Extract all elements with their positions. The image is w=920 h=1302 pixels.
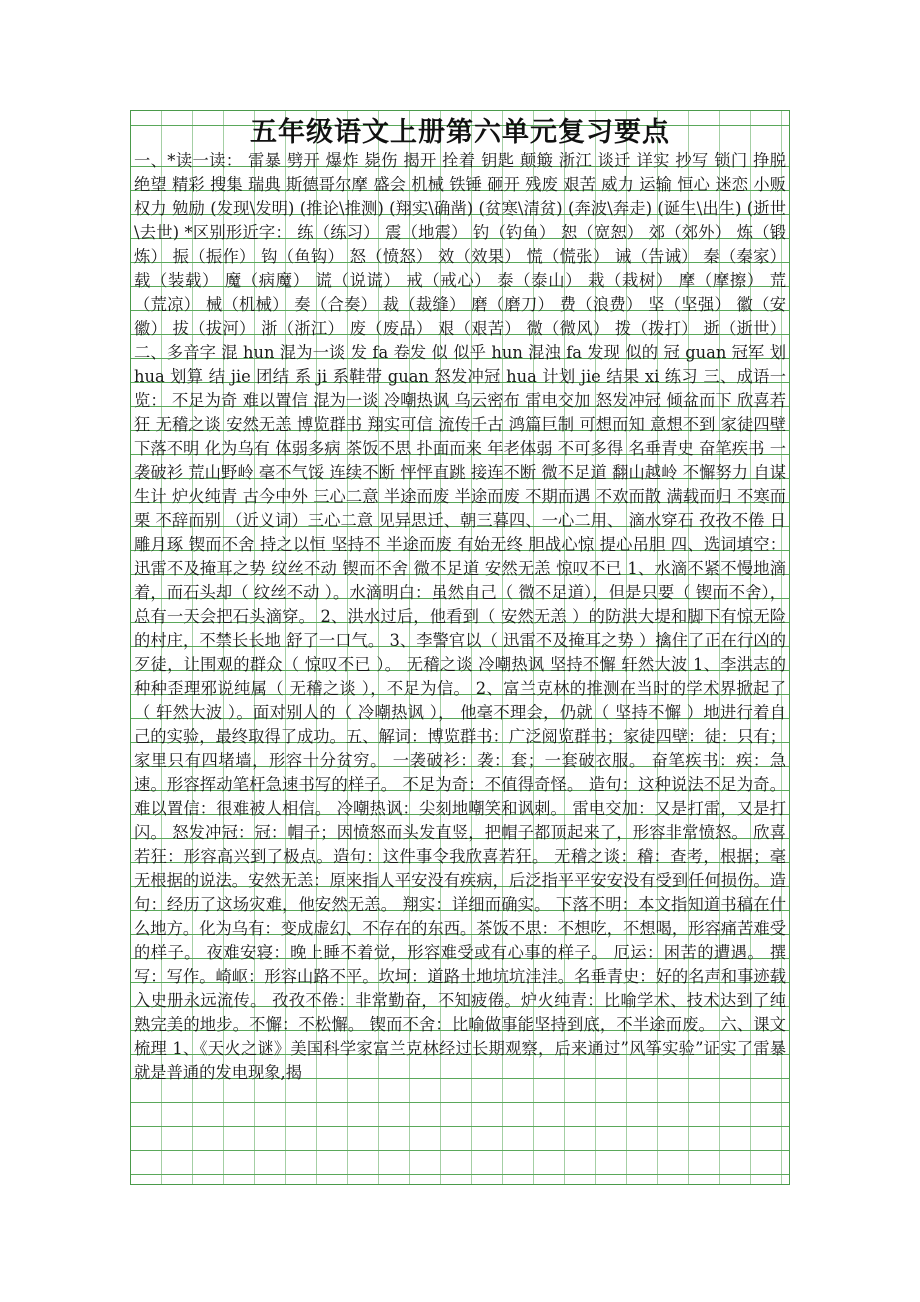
document-title: 五年级语文上册第六单元复习要点 bbox=[250, 117, 670, 148]
document-body: 一、*读一读： 雷暴 劈开 爆炸 毙伤 揭开 拴着 钥匙 颠簸 浙江 谈迁 详实 抄写 锁门 挣脱 绝望 精彩 搜集 瑞典 斯德哥尔摩 盛会 机械 铁锤 砸开 残废 艰苦 威力 运输 恒心 迷恋 小贩 权力 勉励 (发现\发明) (推论\推测) (翔实\确凿) (贫寒\清贫) (奔波\奔走) (诞生\出生) (逝世\去世) *区别形近字： 练（练习） 震（地震） 钓（钓鱼） 恕（宽恕） 郊（郊外） 炼（锻炼） 振（振作） 钩（鱼钩） 怒（愤怒） 效（效果） 慌（慌张） 诫（告诫） 秦（秦家） 载（装载） 魔（病魔） 谎（说谎） 戒（戒心） 泰（泰山） 栽（栽树） 摩（摩擦） 荒（荒凉） 械（机械） 奏（合奏） 裁（裁缝） 磨（磨刀） 费（浪费） 坚（坚强） 徽（安徽） 拔（拔河） 浙（浙江） 废（废品） 艰（艰苦） 微（微风） 拨（拨打） 逝（逝世） 二、多音字 混 hun 混为一谈 发 fa 卷发 似 似乎 hun 混浊 fa 发现 似的 冠 guan 冠军 划 hua 划算 结 jie 团结 系 ji 系鞋带 guan 怒发冲冠 hua 计划 jie 结果 xi 练习 三、成语一览： 不足为奇 难以置信 混为一谈 冷嘲热讽 乌云密布 雷电交加 怒发冲冠 倾盆而下 欣喜若狂 无稽之谈 安然无恙 博览群书 翔实可信 流传千古 鸿篇巨制 可想而知 意想不到 家徒四壁 下落不明 化为乌有 体弱多病 茶饭不思 扑面而来 年老体弱 不可多得 名垂青史 奋笔疾书 一袭破衫 荒山野岭 毫不气馁 连续不断 怦怦直跳 接连不断 微不足道 翻山越岭 不懈努力 自谋生计 炉火纯青 古今中外 三心二意 半途而废 半途而废 不期而遇 不欢而散 满载而归 不寒而栗 不辞而别 （近义词）三心二意 见异思迁、朝三暮四、一心二用、 滴水穿石 孜孜不倦 日雕月琢 锲而不舍 持之以恒 坚持不 半途而废 有始无终 胆战心惊 提心吊胆 四、选词填空：迅雷不及掩耳之势 纹丝不动 锲而不舍 微不足道 安然无恙 惊叹不已 1、水滴不紧不慢地滴着，而石头却（ 纹丝不动 ）。水滴明白：虽然自己（ 微不足道），但是只要（ 锲而不舍），总有一天会把石头滴穿。 2、洪水过后，他看到（ 安然无恙 ）的防洪大堤和脚下有惊无险的村庄，不禁长长地 舒了一口气。 3、李警官以（ 迅雷不及掩耳之势 ）擒住了正在行凶的歹徒，让围观的群众（ 惊叹不已 ）。 无稽之谈 冷嘲热讽 坚持不懈 轩然大波 1、李洪志的种种歪理邪说纯属（ 无稽之谈 ），不足为信。 2、富兰克林的推测在当时的学术界掀起了（ 轩然大波 ）。面对别人的（ 冷嘲热讽 ）， 他毫不理会，仍就（ 坚持不懈 ）地进行着自己的实验，最终取得了成功。五、解词：博览群书：广泛阅览群书；家徒四壁：徒：只有；家里只有四堵墙，形容十分贫穷。 一袭破衫：袭：套；一套破衣服。 奋笔疾书：疾：急速。形容挥动笔杆急速书写的样子。 不足为奇：不值得奇怪。 造句：这种说法不足为奇。 难以置信：很难被人相信。 冷嘲热讽：尖刻地嘲笑和讽刺。 雷电交加：又是打雷，又是打闪。 怒发冲冠：冠：帽子；因愤怒而头发直竖，把帽子都顶起来了，形容非常愤怒。 欣喜若狂：形容高兴到了极点。造句：这件事令我欣喜若狂。 无稽之谈：稽：查考，根据；毫无根据的说法。安然无恙：原来指人平安没有疾病，后泛指平平安安没有受到任何损伤。造句：经历了这场灾难，他安然无恙。 翔实：详细而确实。 下落不明：本文指知道书稿在什么地方。化为乌有：变成虚幻、不存在的东西。茶饭不思：不想吃，不想喝，形容痛苦难受的样子。 夜难安寝：晚上睡不着觉，形容难受或有心事的样子。 厄运：困苦的遭遇。 撰写：写作。崎岖：形容山路不平。坎坷：道路土地坑坑洼洼。名垂青史：好的名声和事迹载入史册永远流传。 孜孜不倦：非常勤奋，不知疲倦。炉火纯青：比喻学术、技术达到了纯熟完美的地步。不懈：不松懈。 锲而不舍：比喻做事能坚持到底，不半途而废。 六、课文梳理 1、《天火之谜》美国科学家富兰克林经过长期观察，后来通过”风筝实验”证实了雷暴就是普通的发电现象,揭 bbox=[134, 151, 786, 1082]
document-page bbox=[130, 110, 790, 1185]
